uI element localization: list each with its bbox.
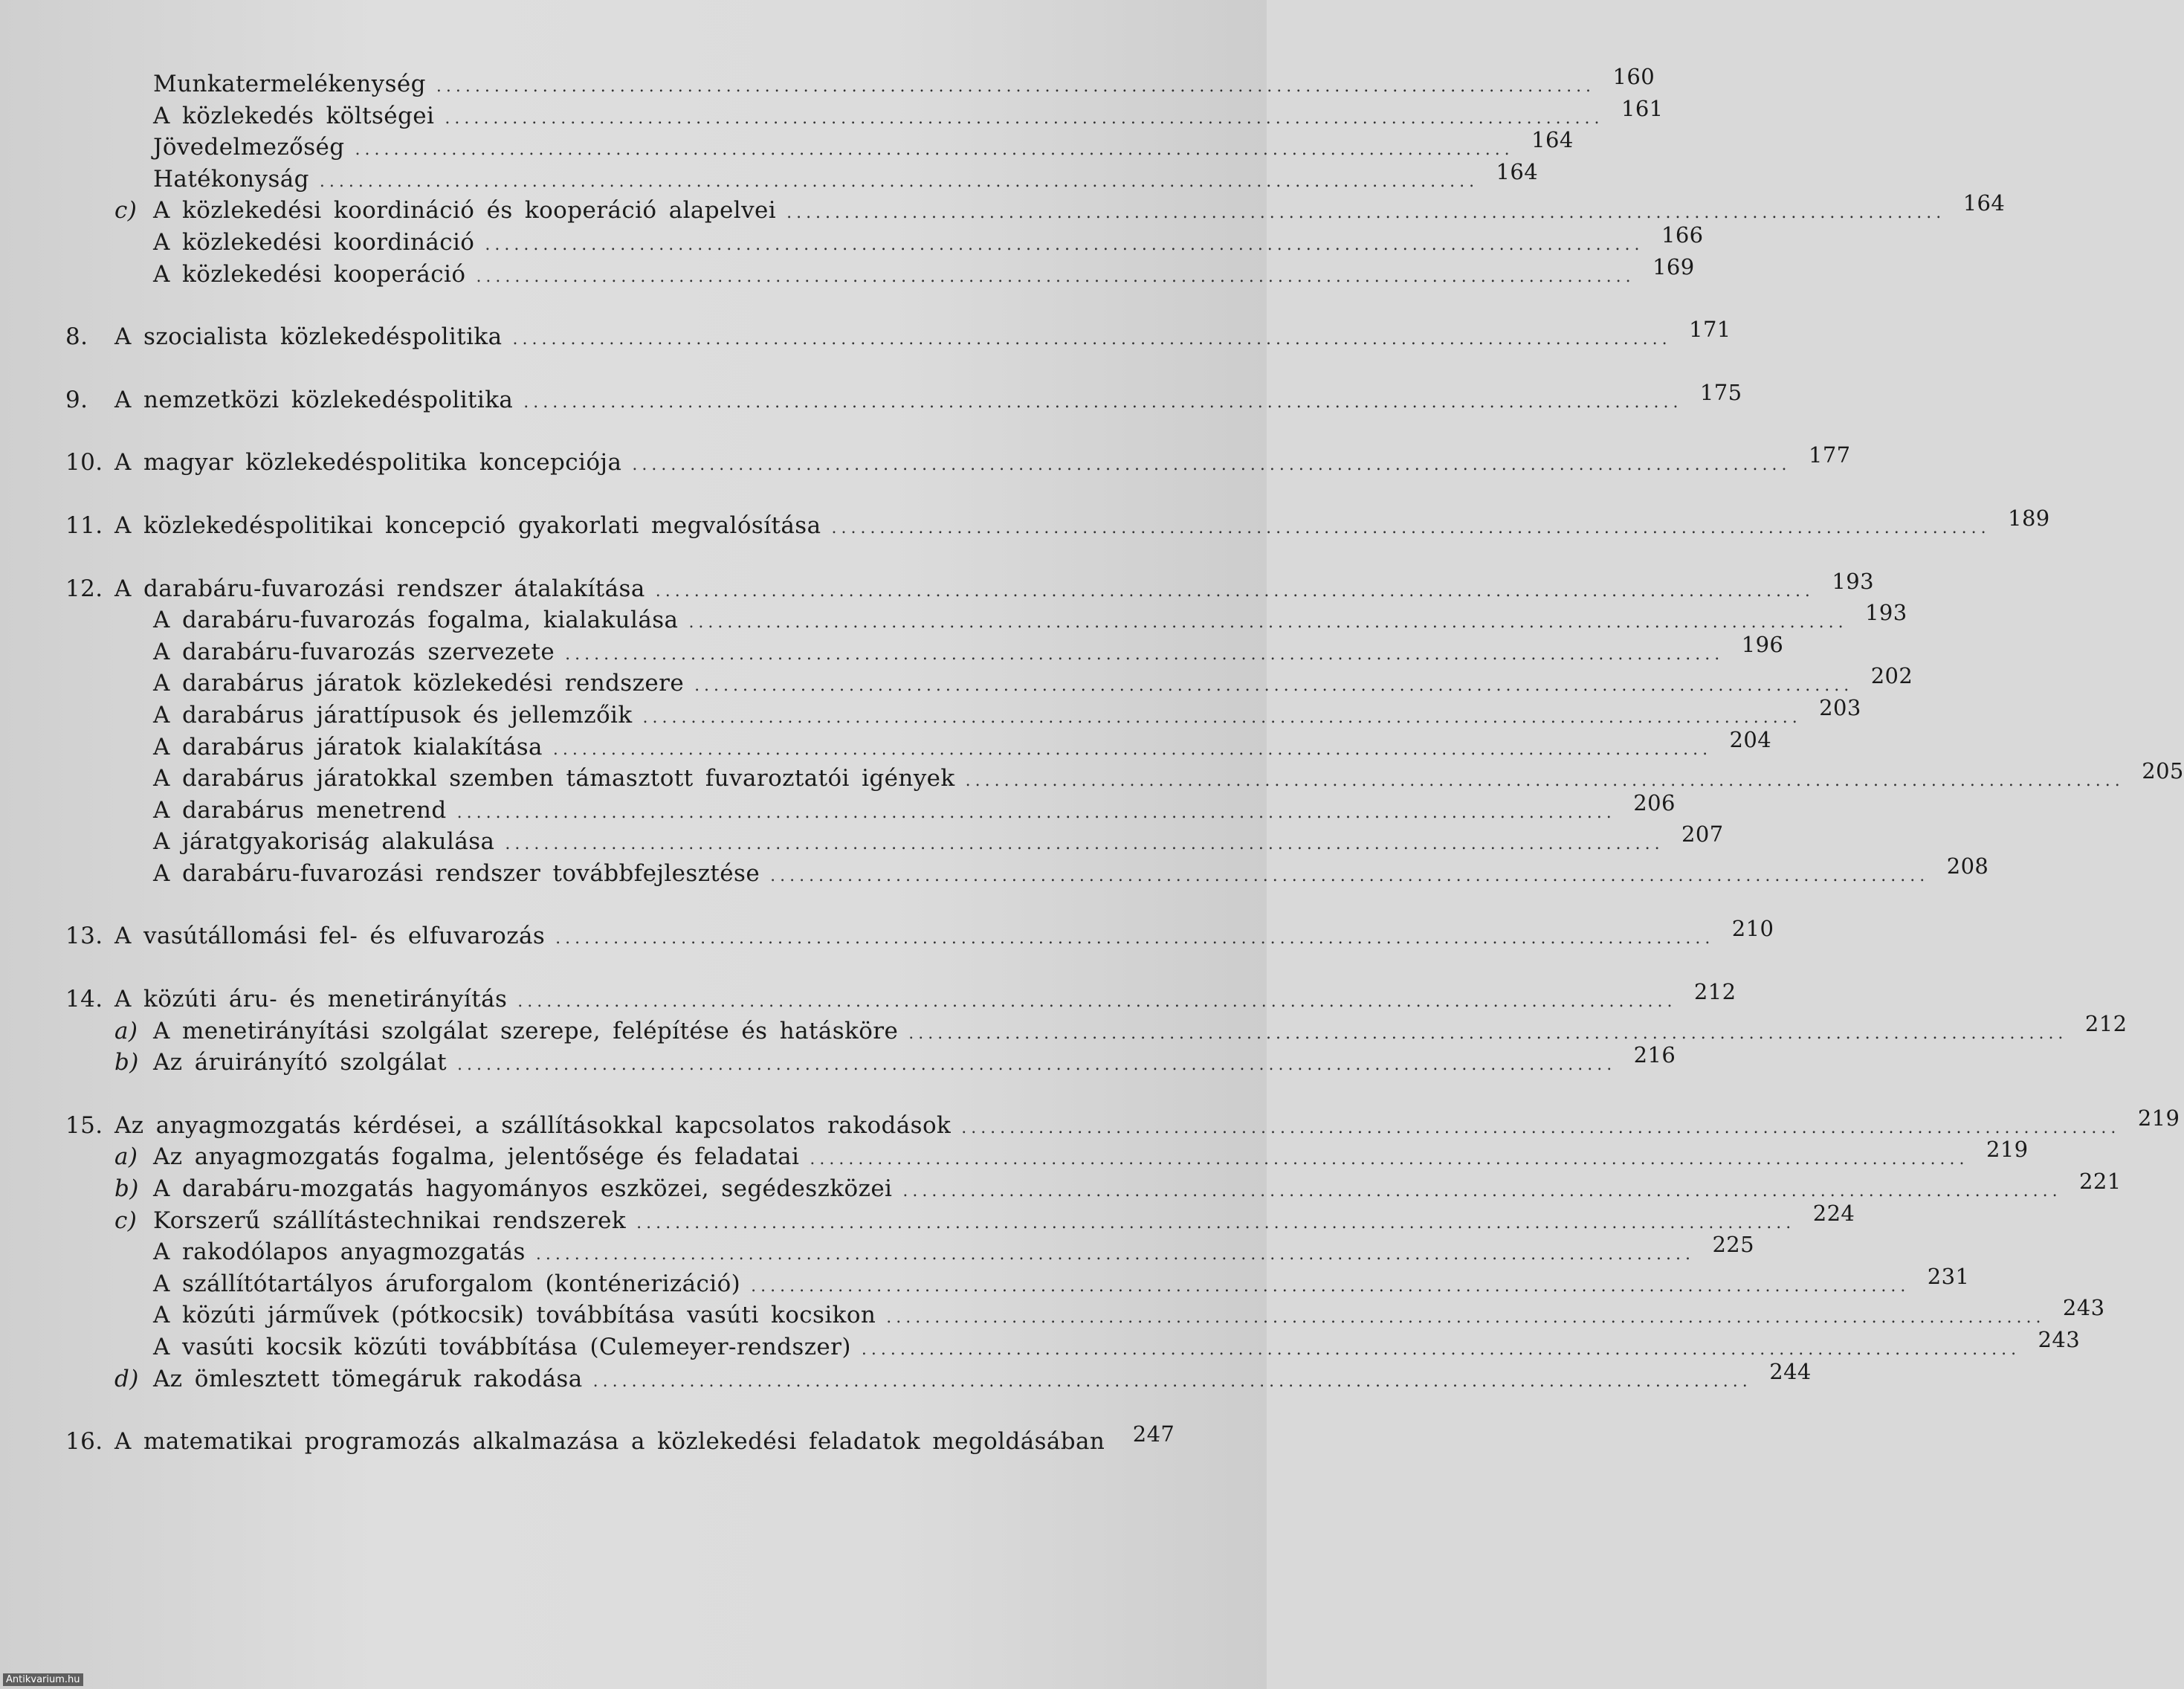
- dot-leader: ........................................................................................................................: [751, 1276, 1910, 1296]
- toc-entry-title: A magyar közlekedéspolitika koncepciója: [114, 449, 622, 477]
- toc-entry-title: A menetirányítási szolgálat szerepe, felépítése és hatásköre: [153, 1017, 899, 1044]
- toc-entry-letter: b): [114, 1175, 139, 1203]
- toc-entry-page: 164: [1496, 158, 1539, 184]
- dot-leader: ........................................................................................................................: [770, 866, 1930, 885]
- dot-leader: ........................................................................................................................: [965, 772, 2125, 791]
- toc-entry-page: 196: [1741, 631, 1784, 657]
- toc-entry-title: A szállítótartályos áruforgalom (konténerizáció): [153, 1270, 741, 1297]
- toc-entry-title: A közlekedési koordináció: [153, 228, 475, 256]
- toc-entry: [65, 222, 1704, 261]
- toc-entry: [65, 1105, 2180, 1144]
- toc-entry-title: Az ömlesztett tömegáruk rakodása: [153, 1365, 583, 1392]
- toc-entry: [65, 505, 2050, 544]
- toc-entry-number: 16.: [65, 1428, 103, 1456]
- toc-entry: [65, 1263, 1970, 1302]
- toc-entry-page: 171: [1689, 317, 1731, 343]
- toc-entry: [65, 95, 1664, 135]
- toc-entry: [65, 379, 1742, 419]
- toc-entry-title: A közlekedés költségei: [153, 102, 435, 129]
- toc-entry-page: 193: [1865, 600, 1907, 626]
- toc-entry-title: A közlekedési koordináció és kooperáció alapelvei: [153, 197, 777, 225]
- toc-entry-title: A darabárus járatokkal szemben támasztott fuvaroztatói igények: [153, 765, 955, 792]
- dot-leader: ........................................................................................................................: [961, 1118, 2121, 1137]
- toc-entry: [65, 600, 1907, 639]
- dot-leader: ........................................................................................................................: [535, 1245, 1696, 1265]
- toc-entry-title: Jövedelmezőség: [153, 134, 345, 161]
- dot-leader: ........................................................................................................................: [505, 835, 1664, 854]
- toc-entry-page: 175: [1699, 379, 1742, 405]
- toc-entry: [65, 1295, 2105, 1334]
- toc-entry: [65, 1042, 1676, 1081]
- dot-leader: ........................................................................................................................: [694, 676, 1854, 696]
- toc-entry-page: 225: [1712, 1232, 1755, 1258]
- dot-leader: ........................................................................................................................: [810, 1150, 1969, 1169]
- toc-entry-page: 160: [1612, 64, 1655, 89]
- dot-leader: ........................................................................................................................: [436, 77, 1596, 96]
- toc-entry-title: A rakodólapos anyagmozgatás: [153, 1239, 526, 1266]
- toc-entry-page: 169: [1652, 253, 1695, 280]
- toc-entry-title: A közlekedéspolitikai koncepció gyakorlati megvalósítása: [114, 511, 821, 539]
- dot-leader: ........................................................................................................................: [319, 172, 1479, 191]
- toc-entry-title: A darabárus járatok kialakítása: [153, 733, 543, 760]
- dot-leader: ........................................................................................................................: [636, 1213, 1796, 1233]
- dot-leader: ........................................................................................................................: [902, 1182, 2062, 1201]
- toc-entry-title: Munkatermelékenység: [153, 71, 426, 97]
- toc-entry-title: A darabárus járattípusok és jellemzőik: [153, 701, 633, 729]
- dot-leader: ........................................................................................................................: [555, 929, 1715, 949]
- toc-entry-page: 202: [1870, 663, 1913, 689]
- toc-entry-page: 219: [1986, 1137, 2029, 1163]
- dot-leader: ........................................................................................................................: [355, 141, 1514, 160]
- dot-leader: ........................................................................................................................: [908, 1024, 2068, 1043]
- toc-entry-letter: b): [114, 1049, 139, 1076]
- dot-leader: ........................................................................................................................: [476, 267, 1635, 286]
- toc-entry-page: 231: [1927, 1263, 1970, 1289]
- toc-entry-title: A közúti áru- és menetirányítás: [114, 986, 508, 1013]
- toc-entry-page: 166: [1661, 222, 1704, 248]
- dot-leader: ........................................................................................................................: [512, 330, 1672, 349]
- dot-leader: ........................................................................................................................: [445, 109, 1604, 128]
- toc-entry: [65, 821, 1724, 860]
- toc-entry: [65, 1232, 1755, 1270]
- toc-entry-title: A szocialista közlekedéspolitika: [114, 323, 503, 351]
- dot-leader: ........................................................................................................................: [831, 518, 1991, 537]
- dot-leader: ........................................................................................................................: [457, 1056, 1617, 1075]
- toc-entry-number: 13.: [65, 923, 103, 950]
- toc-entry-title: A matematikai programozás alkalmazása a közlekedési feladatok megoldásában: [114, 1428, 1105, 1456]
- toc-entry-number: 14.: [65, 986, 103, 1013]
- toc-entry-title: A darabáru-mozgatás hagyományos eszközei, segédeszközei: [153, 1175, 893, 1203]
- toc-entry-number: 12.: [65, 575, 103, 602]
- dot-leader: ........................................................................................................................: [565, 645, 1725, 664]
- toc-entry-page: 224: [1812, 1200, 1855, 1226]
- dot-leader: ........................................................................................................................: [485, 235, 1644, 254]
- toc-entry-title: Az anyagmozgatás fogalma, jelentősége és feladatai: [153, 1143, 800, 1171]
- dot-leader: ........................................................................................................................: [632, 456, 1792, 475]
- toc-entry-letter: d): [114, 1365, 139, 1392]
- toc-entry-letter: a): [114, 1143, 138, 1171]
- toc-entry-page: 216: [1633, 1042, 1676, 1068]
- toc-entry-page: 177: [1808, 442, 1851, 468]
- toc-entry: [65, 1358, 1812, 1398]
- toc-entry-number: 9.: [65, 386, 88, 413]
- toc-entry: [65, 1421, 1175, 1460]
- toc-entry-letter: c): [114, 1207, 138, 1234]
- dot-leader: ........................................................................................................................: [886, 1308, 2046, 1328]
- toc-entry-number: 15.: [65, 1111, 103, 1139]
- toc-entry-page: 164: [1531, 127, 1574, 153]
- dot-leader: ........................................................................................................................: [655, 581, 1815, 601]
- toc-entry-title: A vasúti kocsik közúti továbbítása (Culemeyer-rendszer): [153, 1334, 851, 1360]
- table-of-contents: [65, 64, 2184, 1460]
- toc-entry-page: 206: [1633, 789, 1676, 816]
- toc-entry-title: Korszerű szállítástechnikai rendszerek: [153, 1207, 627, 1234]
- dot-leader: ........................................................................................................................: [861, 1340, 2021, 1359]
- dot-leader: ........................................................................................................................: [592, 1372, 1752, 1391]
- toc-entry: [65, 916, 1774, 955]
- toc-entry-title: A darabáru-fuvarozás szervezete: [153, 638, 555, 665]
- toc-entry-page: 204: [1729, 726, 1772, 752]
- toc-entry: [65, 1200, 1855, 1239]
- toc-entry-letter: c): [114, 197, 138, 225]
- toc-entry: [65, 1010, 2128, 1050]
- toc-entry-page: 208: [1946, 853, 1989, 879]
- toc-entry: [65, 317, 1731, 355]
- toc-entry: [65, 253, 1695, 293]
- toc-entry: [65, 64, 1655, 103]
- toc-entry-title: A darabáru-fuvarozás fogalma, kialakulása: [153, 607, 679, 634]
- dot-leader: ........................................................................................................................: [552, 740, 1713, 759]
- toc-entry-page: 207: [1681, 821, 1724, 847]
- toc-entry-title: A közúti járművek (pótkocsik) továbbítása vasúti kocsikon: [153, 1302, 876, 1329]
- toc-entry-title: A vasútállomási fel- és elfuvarozás: [114, 923, 546, 950]
- toc-entry: [65, 694, 1861, 734]
- toc-entry: [65, 663, 1913, 702]
- toc-entry-page: 205: [2142, 758, 2184, 784]
- toc-entry: [65, 158, 1539, 198]
- dot-leader: ........................................................................................................................: [688, 613, 1848, 633]
- toc-entry-title: Hatékonyság: [153, 165, 309, 193]
- dot-leader: ........................................................................................................................: [517, 992, 1677, 1012]
- toc-entry: [65, 442, 1851, 481]
- dot-leader: ........................................................................................................................: [523, 393, 1683, 412]
- toc-entry-number: 11.: [65, 511, 103, 539]
- toc-entry-page: 221: [2079, 1169, 2122, 1195]
- toc-entry: [65, 853, 1989, 892]
- toc-entry: [65, 127, 1574, 166]
- toc-entry-title: Az áruirányító szolgálat: [153, 1049, 448, 1076]
- toc-entry-number: 10.: [65, 449, 103, 477]
- toc-entry: [65, 1327, 2081, 1366]
- toc-entry-title: A darabárus járatok közlekedési rendszere: [153, 670, 685, 697]
- toc-entry-title: A közlekedési kooperáció: [153, 260, 466, 288]
- toc-entry: [65, 190, 2006, 229]
- dot-leader: ........................................................................................................................: [642, 708, 1802, 727]
- toc-entry-title: A darabáru-fuvarozási rendszer átalakítása: [114, 575, 645, 602]
- toc-entry-page: 189: [2008, 505, 2050, 531]
- toc-entry: [65, 1137, 2029, 1175]
- toc-entry: [65, 726, 1772, 766]
- toc-entry-page: 161: [1621, 95, 1664, 121]
- toc-entry-page: 243: [2062, 1295, 2105, 1321]
- toc-entry-title: Az anyagmozgatás kérdései, a szállításokkal kapcsolatos rakodások: [114, 1111, 952, 1139]
- toc-entry-title: A darabáru-fuvarozási rendszer továbbfejlesztése: [153, 859, 760, 887]
- toc-entry-title: A nemzetközi közlekedéspolitika: [114, 386, 514, 413]
- watermark: Antikvarium.hu: [3, 1673, 83, 1686]
- toc-entry-letter: a): [114, 1017, 138, 1044]
- toc-entry-page: 212: [2084, 1010, 2128, 1036]
- toc-entry-page: 212: [1693, 979, 1736, 1005]
- toc-entry-page: 164: [1962, 190, 2006, 216]
- toc-entry: [65, 1169, 2122, 1207]
- toc-entry-number: 8.: [65, 323, 88, 351]
- dot-leader: ........................................................................................................................: [786, 204, 1946, 223]
- toc-entry: [65, 631, 1784, 671]
- toc-entry: [65, 758, 2184, 797]
- toc-entry-title: A járatgyakoriság alakulása: [153, 828, 495, 856]
- toc-entry-page: 193: [1832, 568, 1874, 594]
- toc-entry-page: 203: [1819, 694, 1861, 720]
- toc-entry-page: 244: [1769, 1358, 1812, 1384]
- toc-entry-page: 210: [1731, 916, 1774, 942]
- toc-entry: [65, 979, 1736, 1018]
- toc-entry-page: 243: [2038, 1327, 2081, 1352]
- toc-entry: [65, 568, 1874, 607]
- toc-entry: [65, 789, 1676, 829]
- toc-entry-title: A darabárus menetrend: [153, 796, 447, 824]
- toc-entry-page: 247: [1132, 1421, 1175, 1447]
- toc-entry-page: 219: [2137, 1105, 2180, 1131]
- dot-leader: ........................................................................................................................: [456, 803, 1616, 822]
